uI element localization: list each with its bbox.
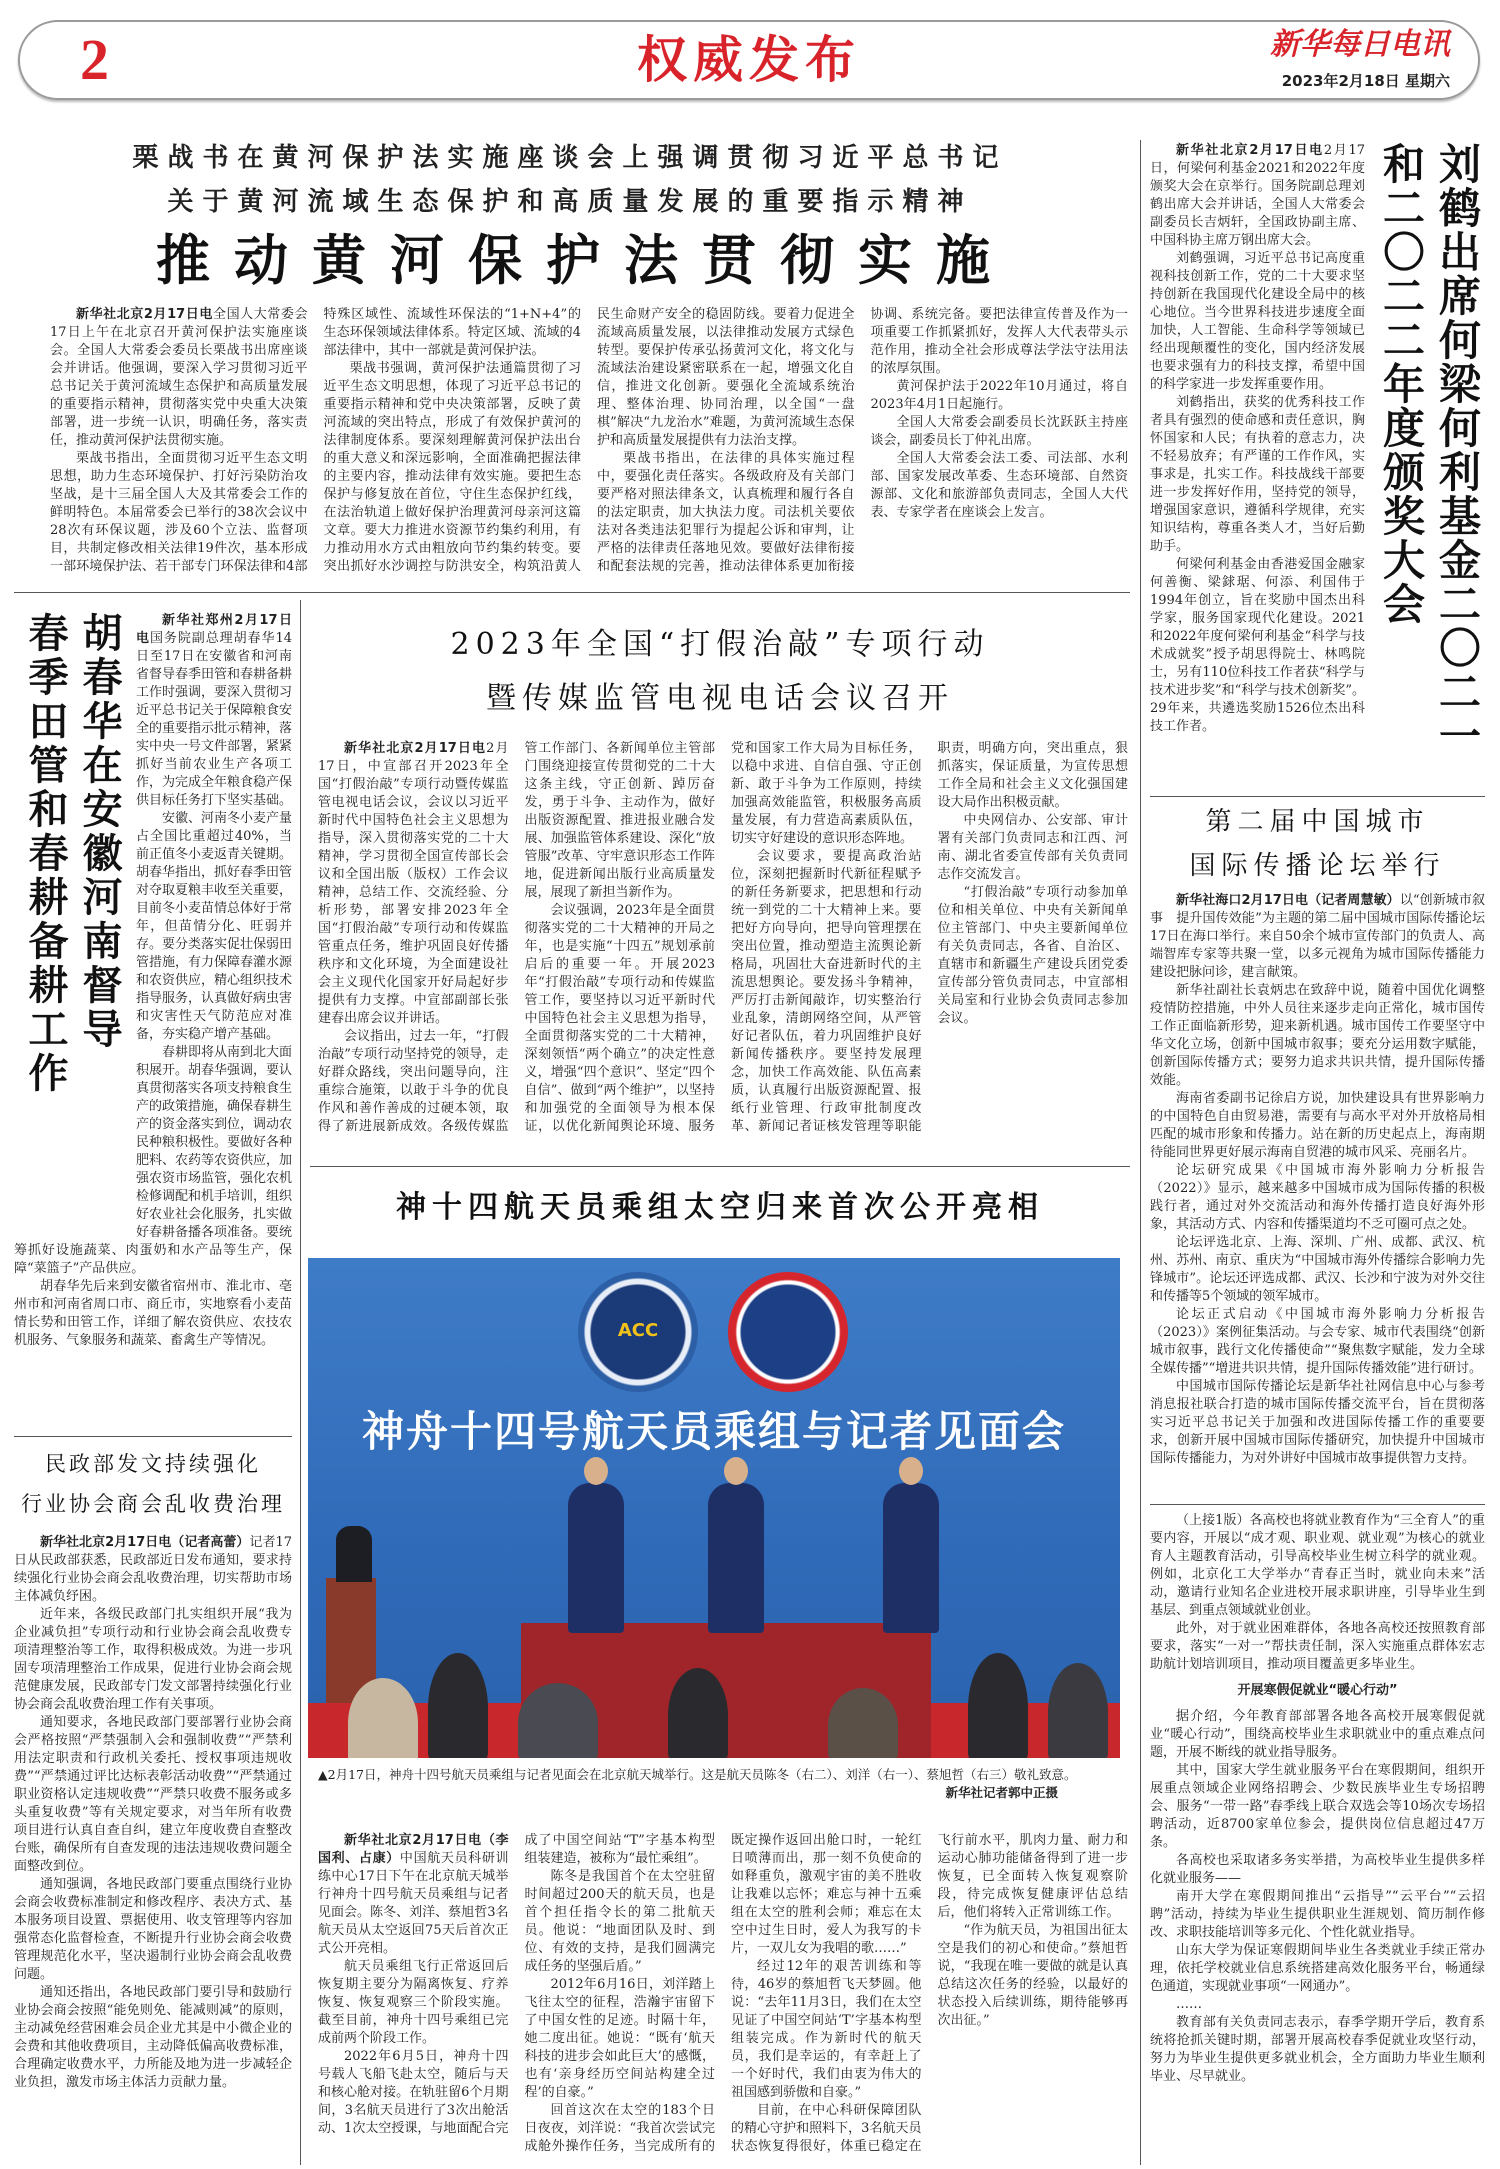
huchunhua-headline-line-1: 胡春华在安徽河南督导 — [76, 612, 123, 1052]
issue-date: 2023年2月18日 星期六 — [1281, 72, 1450, 90]
liuhe-headline-line-1: 刘鹤出席何梁何利基金二〇二一 — [1433, 142, 1482, 758]
employment-article-body-b — [1150, 1708, 1485, 2086]
paragraph-text: 目前，在中心科研保障团队的精心守护和照料下，3名航天员状态恢复得很好，体重已稳定在飞行前水平，肌肉力量、耐力和运动心肺功能储备得到了进一步恢复，已全面转入恢复观察阶段，待完成恢复健康评估总结后，他们将转入正常训练工作。 — [731, 1833, 1128, 2154]
paragraph — [1150, 1996, 1485, 2014]
paragraph — [14, 1606, 292, 1714]
paragraph-text: “打假治敲”专项行动参加单位和相关单位、中央有关新闻单位主管部门、中央主要新闻单位有关负责同志，各省、自治区、直辖市和新疆生产建设兵团党委宣传部分管负责同志，中宣部相关局室和行业协会负责同志参加会议。 — [937, 885, 1128, 1026]
paragraph-text: 黄河保护法于2022年10月通过，将自2023年4月1日起施行。 — [870, 379, 1128, 412]
photo-caption-text: ▲2月17日，神舟十四号航天员乘组与记者见面会在北京航天城举行。这是航天员陈冬（右二）、刘洋（右一）、蔡旭哲（右三）敬礼致意。 — [318, 1767, 1077, 1782]
astronaut-figure — [708, 1483, 764, 1633]
page-number: 2 — [80, 27, 109, 92]
paragraph — [871, 450, 1129, 522]
divider — [14, 592, 1130, 593]
mission-patch-logo — [728, 1272, 848, 1392]
paragraph — [14, 1876, 292, 1984]
paragraph — [318, 740, 509, 1028]
paragraph-text: 何梁何利基金由香港爱国金融家何善衡、梁銶琚、何添、利国伟于1994年创立，旨在奖励中国杰出科学家，服务国家现代化建设。2021和2022年度何梁何利基金“科学与技术成就奖”授予胡思得院士、林鸣院士，另有110位科技工作者获“科学与技术进步奖”和“科学与技术创新奖”。29年来，共遴选奖励1526位杰出科技工作者。 — [1150, 557, 1365, 734]
paragraph — [50, 306, 308, 450]
paragraph-text: 会议要求，要提高政治站位，深刻把握新时代新征程赋予的新任务新要求，把思想和行动统一到党的二十大精神上来。要把好方向导向，把导向管理摆在突出位置，推动塑造主流舆论新格局，巩固壮大奋进新时代的主流思想舆论。要发扬斗争精神，严厉打击新闻敲诈，切实整治行业乱象，清朗网络空间，从严管好记者队伍，着力巩固维护良好新闻传播秩序。要坚持发展理念，加快工作高效能、队伍高素质，认真履行出版资源配置、报纸行业管理、行政审批制度改革、新闻记者证核发管理等职能职责，明确方向，突出重点，狠抓落实，保证质量，为宣传思想工作全局和社会主义文化强国建设大局作出积极贡献。 — [731, 741, 1128, 1134]
column-divider — [300, 600, 301, 2165]
audience-member — [668, 1668, 728, 1758]
liuhe-headline — [1373, 142, 1485, 782]
paragraph-text: “作为航天员，为祖国出征太空是我们的初心和使命。”蔡旭哲说，“我现在唯一要做的就是认真总结这次任务的经验，以最好的状态投入后续训练，期待能够再次出征。” — [937, 1923, 1128, 2028]
paragraph — [938, 812, 1129, 884]
divider — [14, 1436, 292, 1437]
paragraph-text: …… — [1176, 1997, 1202, 2012]
paragraph-text: 2022年6月5日，神舟十四号载人飞船飞赴太空，随后与天和核心舱对接。在轨驻留6个月期间，3名航天员进行了3次出舱活动、1次太空授课，与地面配合完成了中国空间站“T”字基本构型组装建造，被称为“最忙乘组”。 — [318, 1833, 715, 2136]
lead-article-body — [50, 306, 1128, 576]
paragraph-text: 全国人大常委会17日上午在北京召开黄河保护法实施座谈会。全国人大常委会委员长栗战书出席座谈会并讲话。他强调，要深入学习贯彻习近平总书记关于黄河流域生态保护和高质量发展的重要指示精神，贯彻落实党中央重大决策部署，进一步统一认识，明确任务，落实责任，推动黄河保护法贯彻实施。 — [50, 307, 308, 448]
paragraph — [1150, 892, 1485, 982]
huchunhua-article — [14, 612, 292, 1427]
paragraph-text: 山东大学为保证寒假期间毕业生各类就业手续正常办理，依托学校就业信息系统搭建高效化服务平台，畅通绿色通道，实现就业事项“一网通办”。 — [1150, 1943, 1485, 1994]
mca-headline-line-2: 行业协会商会乱收费治理 — [21, 1492, 285, 1516]
paragraph-text: 南开大学在寒假期间推出“云指导”“云平台”“云招聘”活动，持续为毕业生提供职业生涯规划、简历制作修改、求职技能培训等多元化、个性化就业指导。 — [1150, 1889, 1485, 1940]
paragraph-text: 栗战书指出，全面贯彻习近平生态文明思想，助力生态环境保护、打好污染防治攻坚战，是十三届全国人大及其常委会工作的鲜明特色。本届常委会已举行的38次会议中28次有环保议题，涉及60个立法、监督项目，共制定修改相关法律19件次，基本形成一部环境保护法、若干部专门环保法律和4部特殊区域性、流域性环保法的“1+N+4”的生态环保领域法律体系。特定区域、流域的4部法律中，其中一部就是黄河保护法。 — [50, 307, 581, 574]
paragraph-text: 2012年6月16日，刘洋踏上飞往太空的征程，浩瀚宇宙留下了中国女性的足迹。时隔十年，她二度出征。她说：“既有‘航天科技的进步会如此巨大’的感慨，也有‘亲身经历空间站构建全过程’的自豪。” — [524, 1977, 715, 2100]
paragraph-text: 通知强调，各地民政部门要重点围绕行业协会商会收费标准制定和修改程序、表决方式、基本服务项目设置、票据使用、收支管理等内容加强常态化监督检查，不断提升行业协会商会收费管理规范化水平，坚决遏制行业协会商会乱收费问题。 — [14, 1877, 292, 1982]
audience-member — [1048, 1663, 1108, 1758]
paragraph-text: 胡春华先后来到安徽省宿州市、淮北市、亳州市和河南省周口市、商丘市，实地察看小麦苗情长势和田管工作，详细了解农资供应、农技农机服务、气象服务和蔬菜、畜禽生产等情况。 — [14, 1279, 292, 1348]
paragraph-text: 教育部有关负责同志表示，春季学期开学后，教育系统将抢抓关键时期，部署开展高校春季促就业攻坚行动，努力为毕业生提供更多就业机会，全方面助力毕业生顺利毕业、尽早就业。 — [1150, 2015, 1485, 2084]
paragraph — [14, 1534, 292, 1606]
paragraph-text: 经过12年的艰苦训练和等待，46岁的蔡旭哲飞天梦圆。他说：“去年11月3日，我们在太空见证了中国空间站‘T’字基本构型组装完成。作为新时代的航天员，我们是幸运的，有幸赶上了一个好时代，我们由衷为伟大的祖国感到骄傲和自豪。” — [731, 1959, 922, 2100]
paragraph — [14, 1714, 292, 1876]
paragraph — [871, 378, 1129, 414]
paragraph-text: 会议指出，过去一年，“打假治敲”专项行动坚持党的领导，走好群众路线，突出问题导向，注重综合施策，以敢于斗争的优良作风和善作善成的过硬本领，取得了新进展新成效。各级传媒监管工作部门、各新闻单位主管部门围绕迎接宣传贯彻党的二十大这条主线，守正创新、踔厉奋发，勇于斗争、主动作为，做好出版资源配置、推进报业融合发展、加强监管体系建设、深化“放管服”改革、守牢意识形态工作阵地，促进新闻出版行业高质量发展，展现了新担当新作为。 — [318, 741, 715, 1134]
paragraph-text: 以“创新城市叙事 提升国传效能”为主题的第二届中国城市国际传播论坛17日在海口举行。来自50余个城市宣传部门的负责人、高端智库专家等共聚一堂，以多元视角为城市国际传播能力建设把脉问诊，建言献策。 — [1150, 893, 1485, 980]
paragraph-text: 春耕即将从南到北大面积展开。胡春华强调，要认真贯彻落实各项支持粮食生产的政策措施，确保春耕生产的资金落实到位，调动农民种粮积极性。要做好各种肥料、农药等农资供应，加强农资市场监管，强化农机检修调配和机手培训，组织好农业社会化服务，扎实做好春耕备播各项准备。要统筹抓好设施蔬菜、肉蛋奶和水产品等生产，保障“菜篮子”产品供应。 — [14, 1045, 292, 1276]
paragraph-text: 全国人大常委会副委员长沈跃跃主持座谈会，副委员长丁仲礼出席。 — [870, 415, 1128, 448]
liuhe-article — [1150, 142, 1485, 790]
mca-headline — [14, 1444, 292, 1524]
antipiracy-headline-line-1: 2023年全国“打假治敲”专项行动 — [450, 627, 990, 662]
forum-headline-line-2: 国际传播论坛举行 — [1189, 851, 1446, 881]
paragraph — [14, 1278, 292, 1350]
paragraph — [1150, 1620, 1485, 1674]
shenzhou-headline: 神十四航天员乘组太空归来首次公开亮相 — [396, 1190, 1044, 1225]
paragraph-text: 中国城市国际传播论坛是新华社社网信息中心与参考消息报社联合打造的城市国际传播交流平台，旨在贯彻落实习近平总书记关于加强和改进国际传播工作的重要要求，创新开展中国城市国际传播研究，加快提升中国城市国际传播能力，为对外讲好中国城市故事提供智力支持。 — [1150, 1379, 1485, 1466]
paragraph-text: 论坛正式启动《中国城市海外影响力分析报告（2023）》案例征集活动。与会专家、城市代表围绕“创新城市叙事，践行文化传播使命”“聚焦数字赋能，发力全球全媒传播”“增进共识共情，提升国际传播效能”进行研讨。 — [1150, 1307, 1485, 1376]
astronaut-center-logo-text: ACC — [617, 1320, 659, 1341]
huchunhua-headline — [14, 612, 126, 1242]
antipiracy-article-body — [318, 740, 1128, 1152]
paragraph — [318, 1832, 509, 1958]
paragraph-text: 此外，对于就业困难群体，各地各高校还按照教育部要求，落实“一对一”帮扶责任制，深入实施重点群体宏志助航计划培训项目，推动项目覆盖更多毕业生。 — [1150, 1621, 1485, 1672]
paragraph — [1150, 1306, 1485, 1378]
divider — [1150, 796, 1485, 797]
mca-article-body — [14, 1534, 292, 2164]
paragraph-text: 2月17日，何梁何利基金2021和2022年度颁奖大会在京举行。国务院副总理刘鹤出席大会并讲话，全国人大常委会副委员长吉炳轩，全国政协副主席、中国科协主席万钢出席大会。 — [1150, 143, 1365, 248]
paragraph-text: 近年来，各级民政部门扎实组织开展“我为企业减负担”专项行动和行业协会商会乱收费专项清理整治等工作，取得积极成效。为进一步巩固专项清理整治工作成果，促进行业协会商会规范健康发展，民政部专门发文部署持续强化行业协会商会乱收费治理工作有关事项。 — [14, 1607, 292, 1712]
paragraph-text: 中国航天员科研训练中心17日下午在北京航天城举行神舟十四号航天员乘组与记者见面会。陈冬、刘洋、蔡旭哲3名航天员从太空返回75天后首次正式公开亮相。 — [318, 1851, 509, 1956]
dateline: 新华社北京2月17日电 — [344, 741, 487, 756]
astronaut-figure — [883, 1483, 939, 1633]
paragraph — [1150, 1162, 1485, 1234]
paragraph-text: 国务院副总理胡春华14日至17日在安徽省和河南省督导春季田管和春耕备耕工作时强调，要深入贯彻习近平总书记关于保障粮食安全的重要指示批示精神，落实中央一号文件部署，紧紧抓好当前农业生产各项工作，为完成全年粮食稳产保供目标任务打下坚实基础。 — [136, 631, 292, 808]
paragraph — [1150, 1708, 1485, 1762]
dateline: 新华社北京2月17日电（李国利、占康） — [318, 1833, 509, 1866]
paragraph-text: 据介绍，今年教育部部署各地各高校开展寒假促就业“暖心行动”，围绕高校毕业生求职就业中的重点难点问题，开展不断线的就业指导服务。 — [1150, 1709, 1485, 1760]
column-divider — [1140, 140, 1141, 2165]
lead-kicker-2: 关于黄河流域生态保护和高质量发展的重要指示精神 — [167, 187, 973, 217]
dateline: 新华社北京2月17日电 — [1176, 143, 1324, 158]
paragraph — [1150, 1090, 1485, 1162]
paragraph-text: 记者17日从民政部获悉，民政部近日发布通知，要求持续强化行业协会商会乱收费治理，切实帮助市场主体减负纾困。 — [14, 1535, 292, 1604]
press-conference-photo — [308, 1258, 1120, 1758]
paragraph-text: 安徽、河南冬小麦产量占全国比重超过40%，当前正值冬小麦返青关键期。胡春华指出，抓好春季田管对夺取夏粮丰收至关重要，目前冬小麦苗情总体好于常年，但苗情分化、旺弱并存。要分类落实促壮保弱田管措施，有力保障春灌水源和农资供应，精心组织技术指导服务，认真做好病虫害和灾害性天气防范应对准备，夯实稳产增产基础。 — [136, 811, 292, 1042]
audience-member — [518, 1683, 598, 1758]
audience-member — [968, 1653, 1028, 1758]
paragraph-text: 新华社副社长袁炳忠在致辞中说，随着中国优化调整疫情防控措施，中外人员往来逐步走向正常化，城市国传工作正面临新形势，迎来新机遇。城市国传工作要坚守中华文化立场，创新中国城市叙事；要充分运用数字赋能，创新国际传播方式；要努力追求共识共情，提升国际传播效能。 — [1150, 983, 1485, 1088]
paragraph-text: （上接1版）各高校也将就业教育作为“三全育人”的重要内容，开展以“成才观、职业观、就业观”为核心的就业育人主题教育活动，引导高校毕业生树立科学的就业观。例如，北京化工大学举办“青春正当时，就业向未来”活动，邀请行业知名企业进校开展求职讲座，引导毕业生到基层、到重点领域就业创业。 — [1150, 1513, 1485, 1618]
paragraph-text: 其中，国家大学生就业服务平台在寒假期间，组织开展重点领域企业网络招聘会、少数民族毕业生专场招聘会、服务“一带一路”春季线上联合双选会等10场次专场招聘活动，近8700家单位参会，提供岗位信息超过47万条。 — [1150, 1763, 1485, 1850]
masthead — [18, 20, 1480, 100]
paragraph-text: 刘鹤指出，获奖的优秀科技工作者具有强烈的使命感和责任意识，胸怀国家和人民；有执着的意志力，决不轻易放弃；有严谨的工作作风，实事求是，扎实工作。科技战线干部要进一步发挥好作用，坚持党的领导，增强国家意识，遵循科学规律，充实知识结构，尊重各类人才，当好后勤助手。 — [1150, 395, 1365, 554]
paragraph-text: 栗战书指出，在法律的具体实施过程中，要强化责任落实。各级政府及有关部门要严格对照法律条文，认真梳理和履行各自的法定职责，加大执法力度。司法机关要依法对各类违法犯罪行为提起公诉和审判，让严格的法律责任落地见效。要做好法律衔接和配套法规的完善，推动法律体系更加衔接协调、系统完备。要把法律宣传普及作为一项重要工作抓紧抓好，发挥人大代表带头示范作用，推动全社会形成尊法学法守法用法的浓厚氛围。 — [597, 307, 1128, 574]
paragraph-text: 通知要求，各地民政部门要部署行业协会商会严格按照“严禁强制入会和强制收费”“严禁利用法定职责和行政机关委托、授权事项违规收费”“严禁通过评比达标表彰活动收费”“严禁通过职业资格认定违规收费”“严禁只收费不服务或多头重复收费”等有关规定要求，对当年所有收费项目进行认真自查自纠，建立年度收费自查整改台账，确保所有自查发现的违法违规收费问题全面整改到位。 — [14, 1715, 292, 1874]
paragraph — [1150, 1888, 1485, 1942]
paragraph-text: 通知还指出，各地民政部门要引导和鼓励行业协会商会按照“能免则免、能减则减”的原则，主动减免经营困难会员企业尤其是中小微企业的会费和其他收费项目，主动降低偏高收费标准，合理确定收费水平，力所能及地为进一步减轻企业负担，激发市场主体活力贡献力量。 — [14, 1985, 292, 2090]
dateline: 新华社郑州2月17日电 — [136, 613, 292, 646]
paragraph-text: 刘鹤强调，习近平总书记高度重视科技创新工作，党的二十大要求坚持创新在我国现代化建设全局中的核心地位。当今世界科技进步速度全面加快，人工智能、生命科学等领域已经出现颠覆性的变化，国内经济发展也要求强有力的科技支撑，希望中国的科学家进一步发挥重要作用。 — [1150, 251, 1365, 392]
paragraph — [1150, 1512, 1485, 1620]
paragraph — [525, 1868, 716, 1976]
paragraph — [1150, 1942, 1485, 1996]
paragraph — [1150, 1762, 1485, 1852]
paragraph — [871, 414, 1129, 450]
paragraph — [938, 884, 1129, 1028]
paragraph — [938, 1922, 1129, 2030]
paragraph-text: 海南省委副书记徐启方说，加快建设具有世界影响力的中国特色自由贸易港，需要有与高水平对外开放格局相匹配的城市形象和传播力。站在新的历史起点上，海南期待能同世界更好展示海南自贸港的城市风采、亮丽名片。 — [1150, 1091, 1485, 1160]
paragraph-text: 中央网信办、公安部、审计署有关部门负责同志和江西、河南、湖北省委宣传部有关负责同志作交流发言。 — [937, 813, 1128, 882]
paragraph-text: 2月17日，中宣部召开2023年全国“打假治敲”专项行动暨传媒监管电视电话会议，会议以习近平新时代中国特色社会主义思想为指导，深入贯彻落实党的二十大精神，学习贯彻全国宣传部长会议和全国出版（版权）工作会议精神，总结工作、交流经验、分析形势，部署安排2023年全国“打假治敲”专项行动和传媒监管重点任务，维护巩固良好传播秩序和文化环境，为全面建设社会主义现代化国家开好局起好步提供有力支撑。中宣部副部长张建春出席会议并讲话。 — [318, 741, 509, 1026]
astronaut-center-logo — [578, 1272, 698, 1392]
paragraph — [318, 1958, 509, 2048]
mca-headline-line-1: 民政部发文持续强化 — [45, 1452, 261, 1476]
paragraph — [14, 1984, 292, 2092]
paragraph-text: 陈冬是我国首个在太空驻留时间超过200天的航天员，也是首个担任指令长的第二批航天员。他说：“地面团队及时、到位、有效的支持，是我们圆满完成任务的坚强后盾。” — [524, 1869, 715, 1974]
audience-member — [428, 1653, 488, 1758]
paragraph-text: 全国人大常委会法工委、司法部、水利部、国家发展改革委、生态环境部、自然资源部、文化和旅游部负责同志，全国人大代表、专家学者在座谈会上发言。 — [870, 451, 1128, 520]
paragraph — [1150, 2014, 1485, 2086]
antipiracy-headline — [310, 618, 1130, 726]
lead-kicker-1: 栗战书在黄河保护法实施座谈会上强调贯彻习近平总书记 — [132, 143, 1008, 173]
employment-article-body-a — [1150, 1512, 1485, 1674]
paragraph — [1150, 982, 1485, 1090]
liuhe-headline-line-2: 和二〇二二年度颁奖大会 — [1377, 142, 1426, 626]
employment-article — [1150, 1512, 1485, 2164]
paragraph-text: 航天员乘组飞行正常返回后恢复期主要分为隔离恢复、疗养恢复、恢复观察三个阶段实施。截至目前，神舟十四号乘组已完成前两个阶段工作。 — [318, 1959, 509, 2046]
paragraph — [1150, 1852, 1485, 1888]
dateline: 新华社北京2月17日电 — [76, 307, 213, 322]
divider — [310, 1166, 1130, 1167]
huchunhua-headline-line-2: 春季田管和春耕备耕工作 — [22, 612, 69, 1096]
paragraph-text: 论坛研究成果《中国城市海外影响力分析报告（2022）》显示，越来越多中国城市成为国际传播的积极践行者，通过对外交流活动和海外传播打造良好海外形象，其活动方式、内容和传播渠道均不乏可圈可点之处。 — [1150, 1163, 1485, 1232]
dateline: 新华社海口2月17日电（记者周慧敏） — [1176, 893, 1400, 908]
host-figure — [336, 1526, 372, 1582]
employment-subhead: 开展寒假促就业“暖心行动” — [1237, 1683, 1398, 1698]
divider — [1150, 1504, 1485, 1505]
photo-banner-text: 神舟十四号航天员乘组与记者见面会 — [361, 1407, 1066, 1456]
audience-member — [828, 1688, 898, 1758]
forum-article-body — [1150, 892, 1485, 1498]
paragraph — [731, 1958, 922, 2102]
paragraph-text: 栗战书强调，黄河保护法通篇贯彻了习近平生态文明思想，体现了习近平总书记的重要指示精神和党中央决策部署，反映了黄河流域的突出特点，形成了有效保护黄河的法律制度体系。要深刻理解黄河保护法出台的重大意义和深远影响，全面准确把握法律的主要内容，推动法律有效实施。要把生态保护与修复放在首位，守住生态保护红线，在法治轨道上做好保护治理黄河母亲河这篇文章。要大力推进水资源节约集约利用，有力推动用水方式由粗放向节约集约转变。要突出抓好水沙调控与防洪安全，构筑沿黄人民生命财产安全的稳固防线。要着力促进全流域高质量发展，以法律推动发展方式绿色转型。要保护传承弘扬黄河文化，将文化与流域法治建设紧密联系在一起，增强文化自信，推进文化创新。要强化全流域系统治理、整体治理、协同治理，以全国“一盘棋”解决“九龙治水”难题，为黄河流域生态保护和高质量发展提供有力法治支撑。 — [323, 307, 855, 574]
shenzhou-article-body — [318, 1832, 1128, 2166]
paragraph-text: 论坛评选北京、上海、深圳、广州、成都、武汉、杭州、苏州、南京、重庆为“中国城市海外传播综合影响力先锋城市”。论坛还评选成都、武汉、长沙和宁波为对外交往和传播等5个领域的领军城市。 — [1150, 1235, 1485, 1304]
paragraph — [1150, 1378, 1485, 1468]
paragraph — [1150, 1234, 1485, 1306]
paragraph-text: 回首这次在太空的183个日日夜夜，刘洋说：“我首次尝试完成舱外操作任务，当完成所有的既定操作返回出舱口时，一轮红日喷薄而出，那一刻不负使命的如释重负，激观宇宙的美不胜收让我难以忘怀；难忘与神十五乘组在太空的胜利会师；难忘在太空中过生日时，爱人为我写的卡片，一双儿女为我唱的歌……” — [524, 1833, 922, 2154]
photo-caption — [318, 1766, 1118, 1802]
paragraph-text: 会议强调，2023年是全面贯彻落实党的二十大精神的开局之年，也是实施“十四五”规划承前启后的重要一年。开展2023年“打假治敲”专项行动和传媒监管工作，要坚持以习近平新时代中国特色社会主义思想为指导，全面贯彻落实党的二十大精神，深刻领悟“两个确立”的决定性意义，增强“四个意识”、坚定“四个自信”、做到“两个维护”，以坚持和加强党的全面领导为根本保证，以优化新闻舆论环境、服务党和国家工作大局为目标任务，以稳中求进、自信自强、守正创新、敢于斗争为工作原则，持续加强高效能监管，积极服务高质量发展，有力营造高素质队伍，切实守好建设的意识形态阵地。 — [524, 741, 922, 1134]
audience-member — [348, 1678, 418, 1758]
lead-headline: 推动黄河保护法贯彻实施 — [156, 229, 1014, 292]
newspaper-logo: 新华每日电讯 — [1270, 27, 1450, 62]
photo-credit: 新华社记者郭中正摄 — [945, 1785, 1058, 1800]
paragraph-text: 各高校也采取诸多务实举措，为高校毕业生提供多样化就业服务—— — [1150, 1853, 1485, 1886]
dateline: 新华社北京2月17日电（记者高蕾） — [40, 1535, 250, 1550]
astronaut-figure — [568, 1483, 624, 1633]
section-title: 权威发布 — [637, 30, 861, 89]
paragraph — [525, 1976, 716, 2102]
antipiracy-headline-line-2: 暨传媒监管电视电话会议召开 — [486, 681, 954, 716]
forum-headline — [1150, 800, 1485, 888]
forum-headline-line-1: 第二届中国城市 — [1205, 807, 1430, 837]
